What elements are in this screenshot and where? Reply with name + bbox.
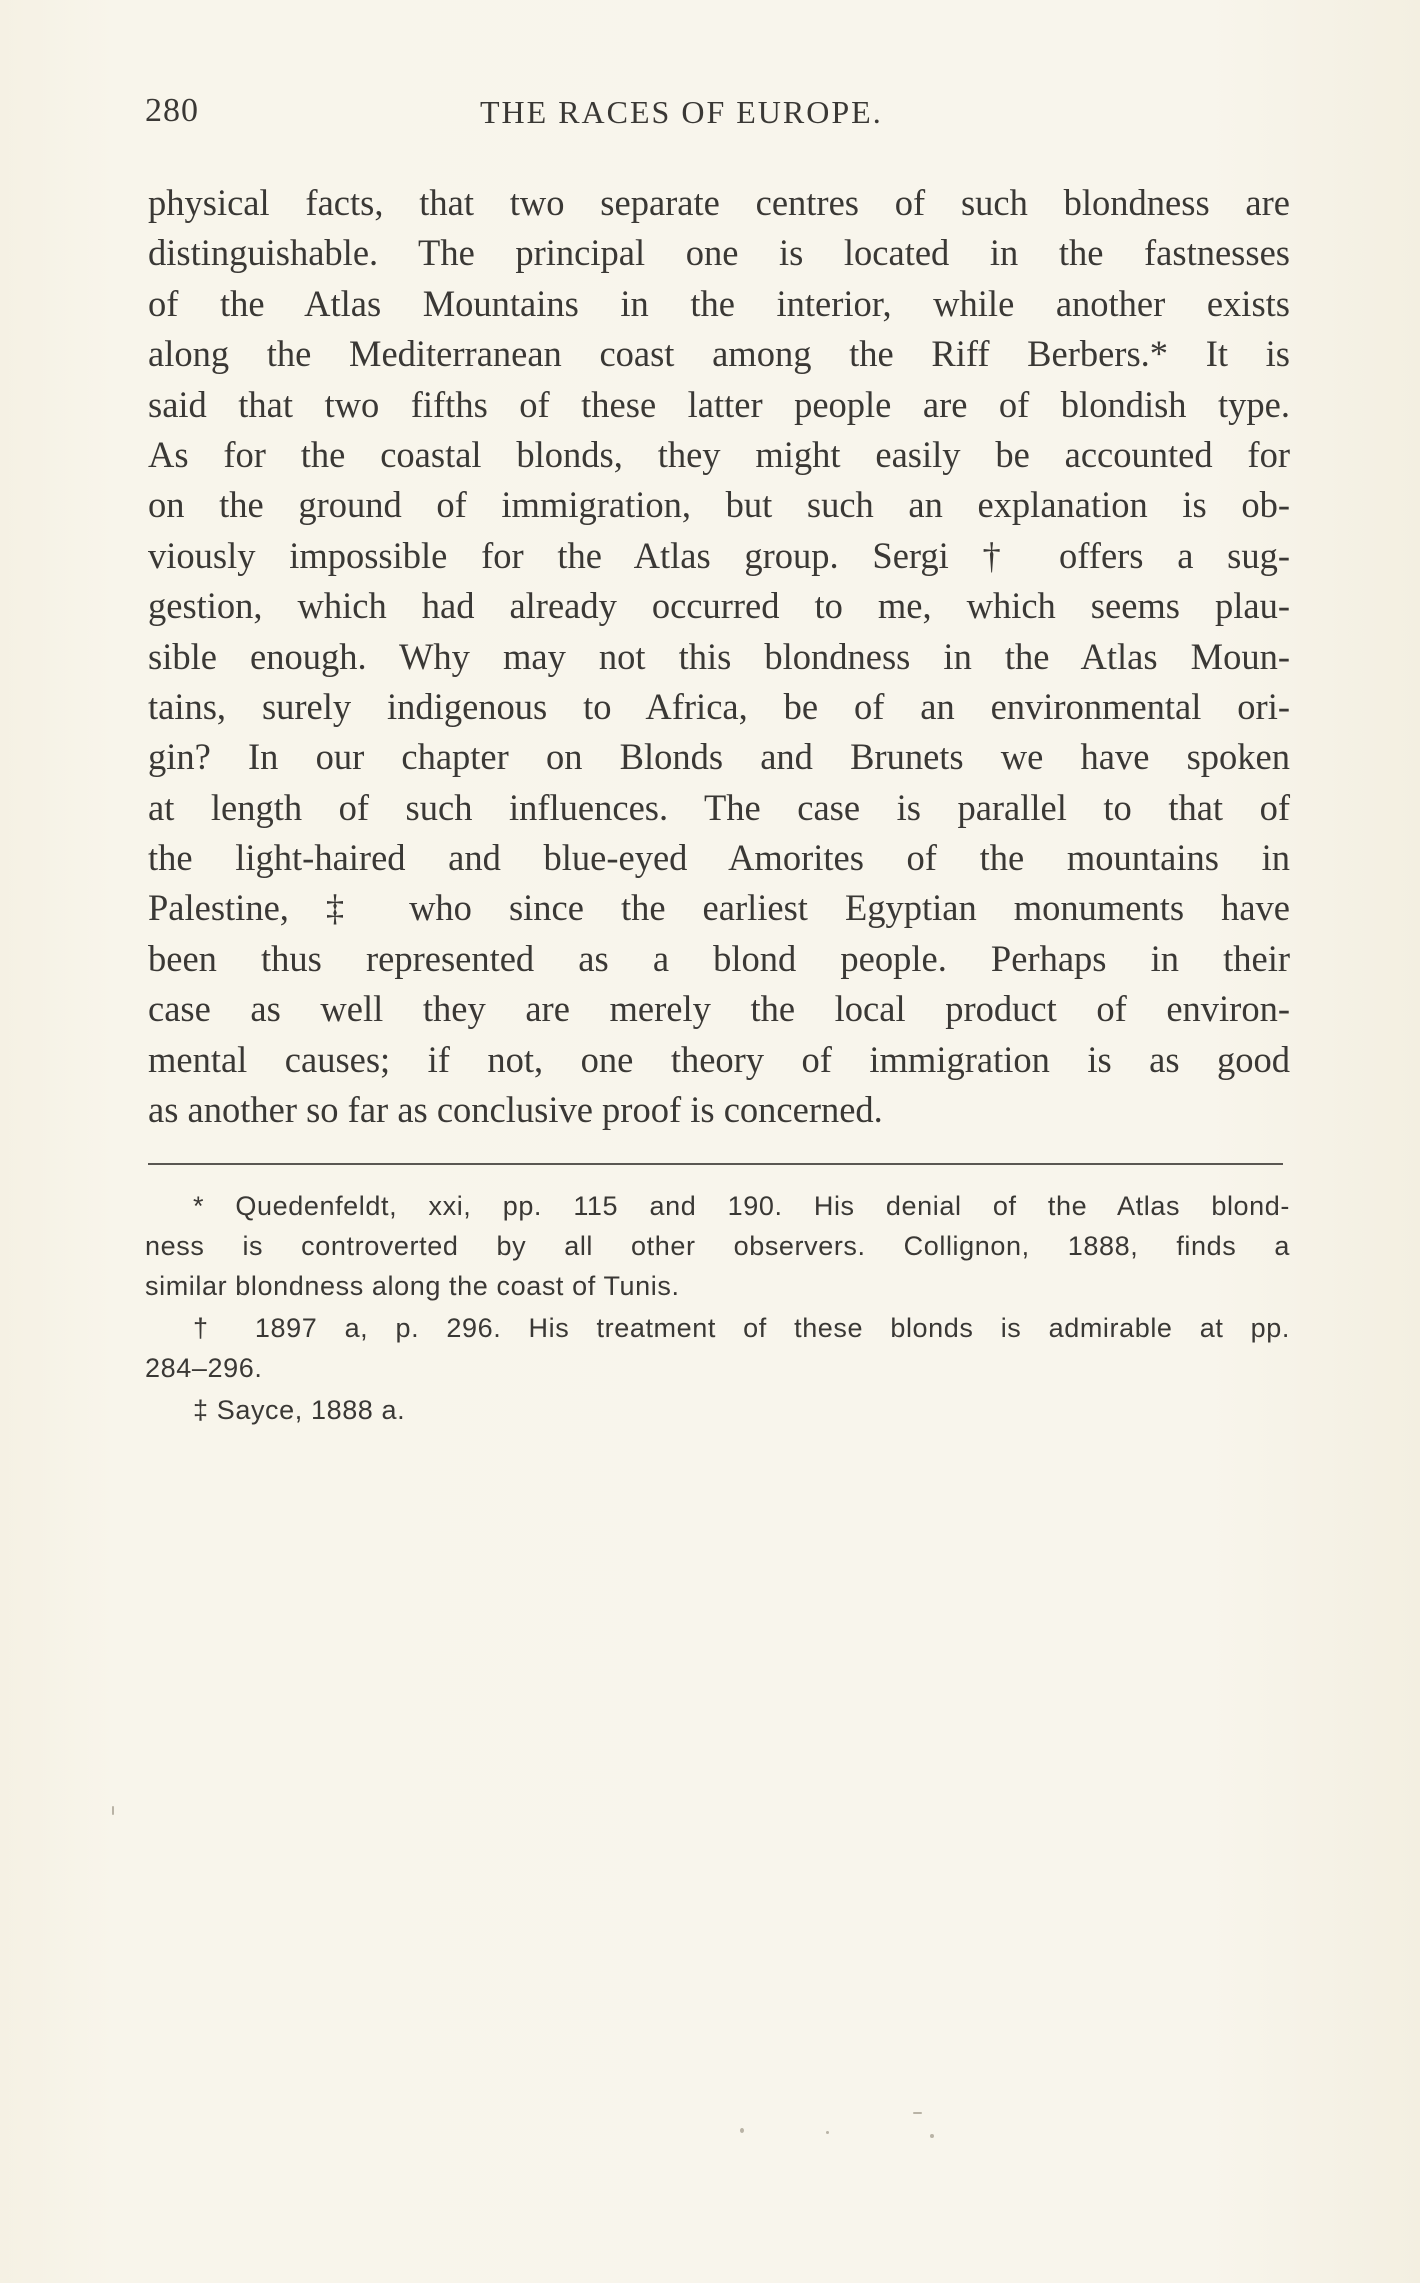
footnote-line: similar blondness along the coast of Tunis.: [145, 1271, 680, 1301]
body-line: along the Mediterranean coast among the Riff Berbers.* It is: [148, 333, 1290, 375]
paper-speck: [112, 1806, 114, 1815]
body-line: gin? In our chapter on Blonds and Brunets we have spoken: [148, 736, 1290, 778]
footnotes: [145, 1186, 1290, 1430]
body-line: gestion, which had already occurred to me, which seems plau-: [148, 585, 1290, 627]
footnote-dagger: [145, 1308, 1290, 1388]
body-line: at length of such influences. The case is parallel to that of: [148, 786, 1290, 828]
body-line: case as well they are merely the local product of environ-: [148, 988, 1290, 1030]
body-line: as another so far as conclusive proof is concerned.: [148, 1089, 883, 1131]
footnote-separator-rule: [148, 1163, 1283, 1165]
footnote-line: * Quedenfeldt, xxi, pp. 115 and 190. His denial of the Atlas blond-: [193, 1191, 1290, 1221]
body-paragraph: [148, 178, 1290, 1135]
footnote-line: ness is controverted by all other observers. Collignon, 1888, finds a: [145, 1231, 1290, 1261]
footnote-line: † 1897 a, p. 296. His treatment of these blonds is admirable at pp.: [193, 1313, 1290, 1343]
footnote-asterisk: [145, 1186, 1290, 1306]
page-header: [145, 92, 1285, 142]
body-line: the light-haired and blue-eyed Amorites of the mountains in: [148, 837, 1290, 879]
paper-speck: [930, 2134, 934, 2138]
page-number: 280: [145, 92, 199, 129]
paper-speck: [826, 2131, 829, 2134]
body-line: physical facts, that two separate centres of such blondness are: [148, 182, 1290, 223]
body-line: Palestine, ‡ who since the earliest Egyptian monuments have: [148, 887, 1290, 929]
body-line: sible enough. Why may not this blondness in the Atlas Moun-: [148, 635, 1290, 677]
paper-speck: [740, 2128, 744, 2133]
body-line: been thus represented as a blond people. Perhaps in their: [148, 937, 1290, 979]
footnote-line: 284–296.: [145, 1353, 263, 1383]
body-line: of the Atlas Mountains in the interior, while another exists: [148, 282, 1290, 324]
body-line: mental causes; if not, one theory of immigration is as good: [148, 1038, 1290, 1080]
running-title: THE RACES OF EUROPE.: [480, 94, 883, 130]
footnote-double-dagger: [145, 1390, 1290, 1430]
body-line: distinguishable. The principal one is located in the fastnesses: [148, 232, 1290, 274]
body-line: As for the coastal blonds, they might easily be accounted for: [148, 433, 1290, 475]
body-line: viously impossible for the Atlas group. Sergi † offers a sug-: [148, 534, 1290, 576]
body-line: said that two fifths of these latter people are of blondish type.: [148, 383, 1290, 425]
body-line: tains, surely indigenous to Africa, be of an environmental ori-: [148, 685, 1290, 727]
body-line: on the ground of immigration, but such an explanation is ob-: [148, 484, 1290, 526]
footnote-line: ‡ Sayce, 1888 a.: [193, 1395, 406, 1425]
paper-speck: [913, 2112, 922, 2114]
